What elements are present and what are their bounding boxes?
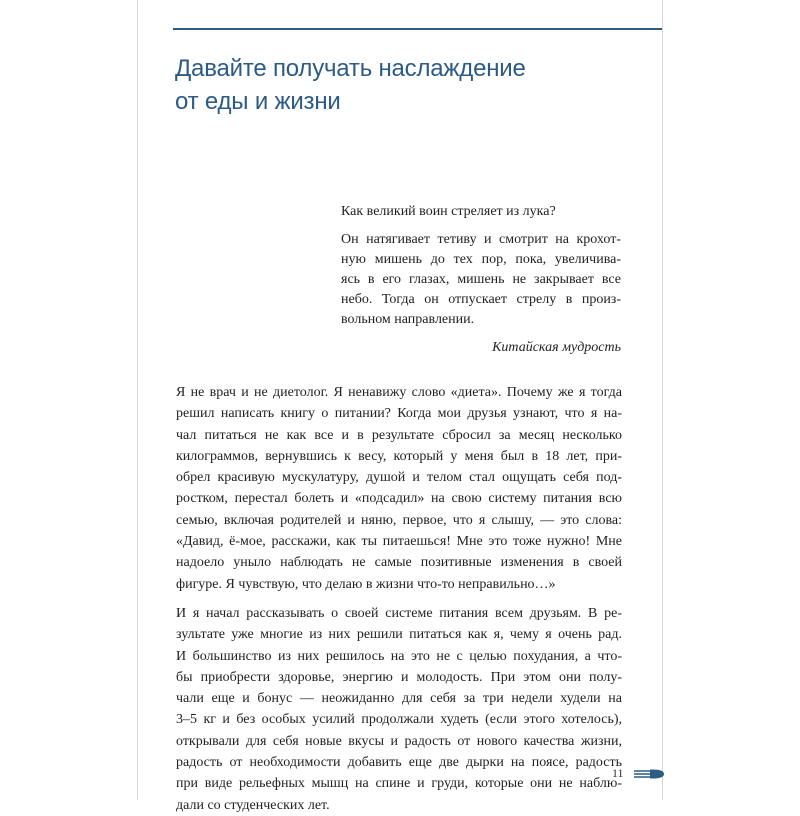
epigraph-question: Как великий воин стреляет из лука?: [341, 204, 556, 219]
text-line: «Давид, ё-мое, расскажи, как ты питаешься! Мне это тоже нужно! Мне: [176, 534, 622, 550]
text-line: надоело уныло наблюдать не самые позитивные изменения в своей: [176, 555, 622, 571]
chapter-title: [175, 52, 635, 118]
text-line: чал питаться не как все и в результате сбросил за месяц несколько: [176, 427, 622, 443]
paragraph-2: [176, 603, 622, 816]
epigraph-line: ную мишень до тех пор, пока, увеличива-: [341, 252, 621, 267]
text-line: семью, включая родителей и няню, первое, что я слышу, — это слова:: [176, 512, 622, 528]
header-rule: [173, 28, 662, 30]
text-line: бы приобрести здоровье, энергию и молодость. При этом они полу-: [176, 669, 622, 685]
page-number: 11: [612, 766, 624, 780]
text-line: зультате уже многие из них решили питаться как я, чему я очень рад.: [176, 627, 622, 643]
epigraph-line: небо. Тогда он отпускает стрелу в произ-: [341, 292, 621, 307]
epigraph-line: ясь в его глазах, мишень не закрывает все: [341, 272, 621, 287]
fork-icon: [634, 768, 664, 780]
epigraph: [341, 202, 621, 358]
paragraph-1: [176, 382, 622, 595]
text-line: дали со студенческих лет.: [176, 797, 330, 813]
text-line: 3–5 кг и без особых усилий продолжали худеть (если этого хотелось),: [176, 712, 622, 728]
epigraph-line: Он натягивает тетиву и смотрит на крохот-: [341, 232, 621, 247]
text-line: И большинство из них решилось на это не с целью похудания, а что-: [176, 648, 622, 664]
text-line: обрел красивую мускулатуру, душой и телом стал ощущать себя под-: [176, 470, 622, 486]
chapter-title-line-2: от еды и жизни: [175, 88, 341, 115]
text-line: ростком, перестал болеть и «подсадил» на свою систему питания всю: [176, 491, 622, 507]
text-line: решил написать книгу о питании? Когда мои друзья узнают, что я на-: [176, 406, 622, 422]
text-line: фигуре. Я чувствую, что делаю в жизни что-то неправильно…»: [176, 576, 556, 592]
text-line: килограммов, вернувшись к весу, который у меня был в 18 лет, при-: [176, 448, 622, 464]
epigraph-line: вольном направлении.: [341, 312, 475, 327]
text-line: радость от необходимости добавить еще две дырки на поясе, радость: [176, 755, 622, 771]
text-line: открывали для себя новые вкусы и радость от нового качества жизни,: [176, 733, 622, 749]
epigraph-source: Китайская мудрость: [492, 340, 621, 355]
text-line: при виде рельефных мышц на спине и груди, которые они не наблю-: [176, 776, 622, 792]
text-line: Я не врач и не диетолог. Я ненавижу слово «диета». Почему же я тогда: [176, 385, 622, 400]
text-line: чали еще и бонус — неожиданно для себя за три недели худели на: [176, 691, 622, 707]
body-text: [176, 382, 622, 816]
chapter-title-line-1: Давайте получать наслаждение: [175, 55, 526, 82]
text-line: И я начал рассказывать о своей системе питания всем друзьям. В ре-: [176, 605, 622, 621]
